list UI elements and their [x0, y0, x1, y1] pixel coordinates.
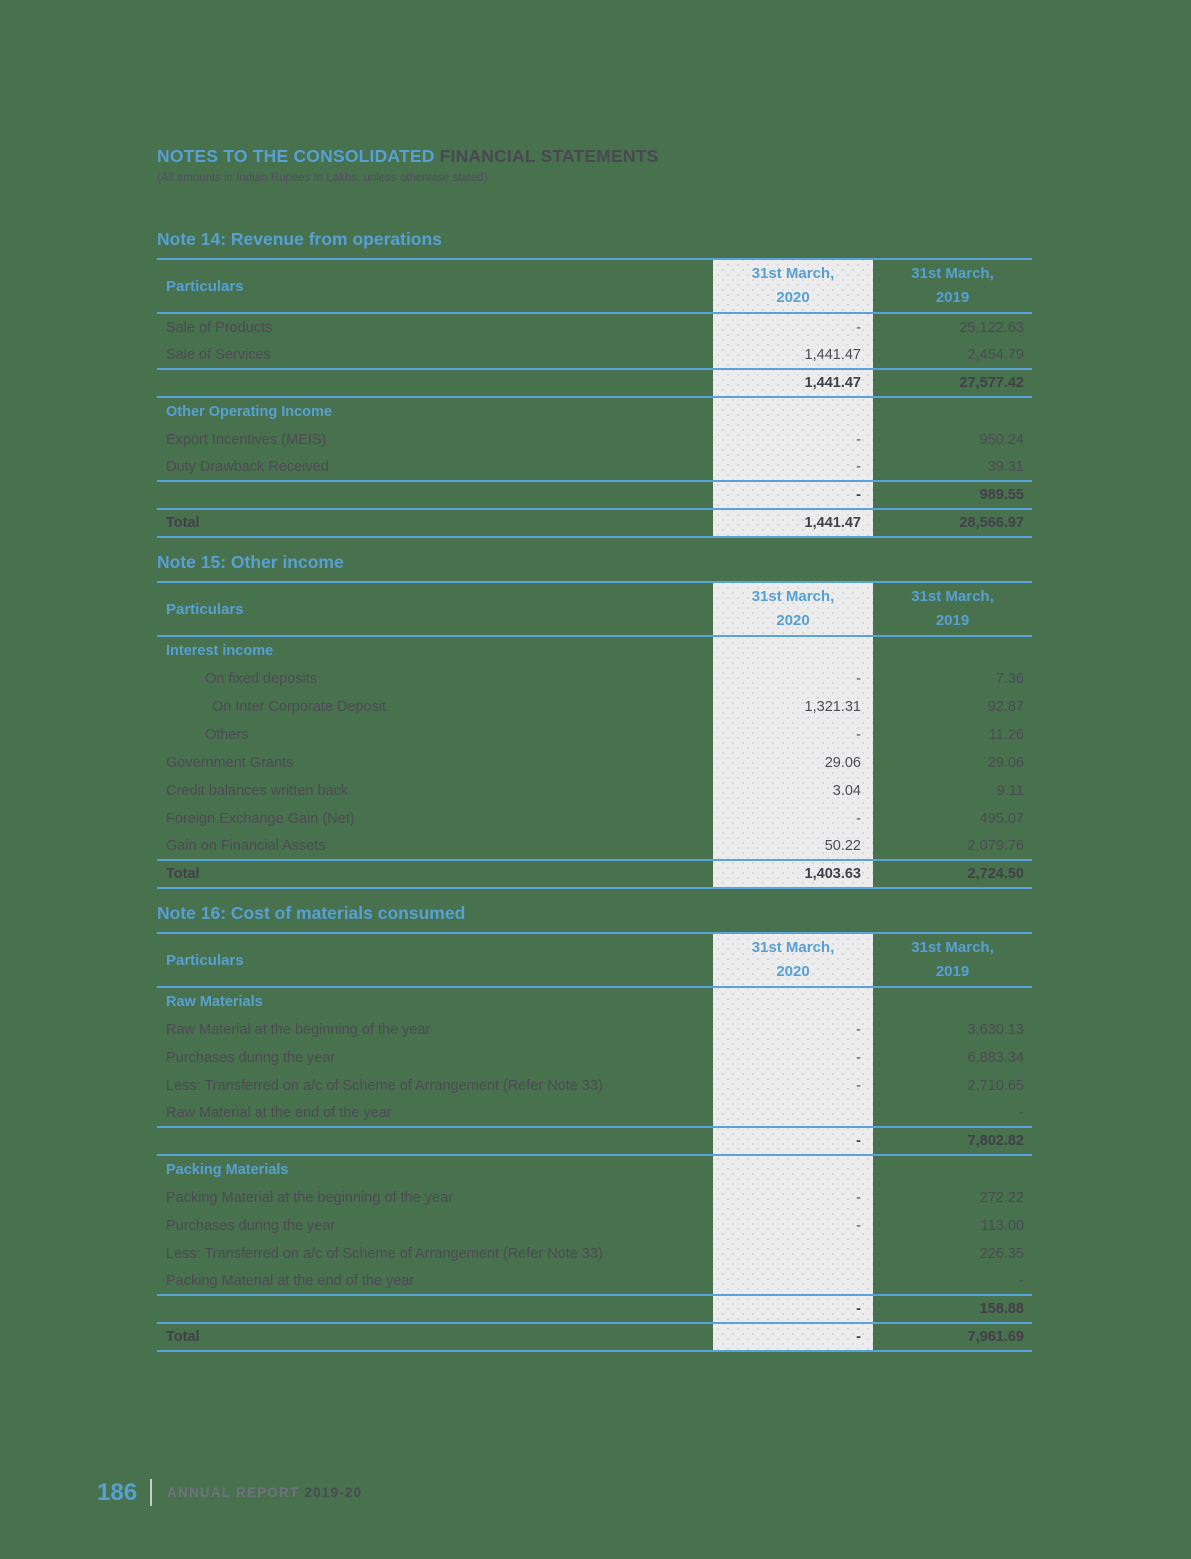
row-label: On Inter Corporate Deposit: [212, 699, 387, 715]
value-2019-cell: 29.06: [987, 755, 1024, 771]
table-row: [157, 749, 1032, 777]
particulars-header: Particulars: [166, 277, 244, 295]
note-title: Note 14: Revenue from operations: [157, 229, 442, 249]
column-header-2019-line1: 31st March,: [911, 265, 994, 282]
column-header-2020-line2: 2020: [776, 963, 810, 980]
value-2020-cell: -: [856, 1218, 861, 1234]
table-row: [157, 1268, 1032, 1296]
table-row: [157, 1184, 1032, 1212]
column-header-2020-line2: 2020: [776, 289, 810, 306]
table-row: [157, 426, 1032, 454]
particulars-header: Particulars: [166, 951, 244, 969]
table-header-row: [157, 934, 1032, 988]
value-2020-cell: 1,441.47: [804, 347, 861, 363]
column-header-2019-line1: 31st March,: [911, 588, 994, 605]
value-2019-cell: -: [1019, 1105, 1024, 1121]
note-section: [157, 229, 1032, 538]
value-2020-cell: -: [856, 1301, 861, 1317]
value-2019-cell: 39.31: [987, 459, 1024, 475]
row-label: Interest income: [166, 643, 274, 659]
particulars-header: Particulars: [166, 600, 244, 618]
value-2020-cell: 3.04: [832, 783, 861, 799]
row-label: Government Grants: [166, 755, 294, 771]
value-2020-cell: 1,321.31: [804, 699, 861, 715]
table-row: [157, 665, 1032, 693]
table-row: [157, 988, 1032, 1016]
row-label: Sale of Products: [166, 320, 273, 336]
footer-divider: [150, 1479, 152, 1506]
row-label: Credit balances written back: [166, 783, 349, 799]
table-row: [157, 454, 1032, 482]
table-row: [157, 482, 1032, 510]
column-header-2019-line1: 31st March,: [911, 939, 994, 956]
row-label: Total: [166, 515, 200, 531]
value-2019-cell: 272.22: [979, 1190, 1024, 1206]
row-label: Others: [205, 727, 249, 743]
row-label: On fixed deposits: [205, 671, 318, 687]
column-header-2020-line2: 2020: [776, 612, 810, 629]
value-2020-cell: 50.22: [824, 838, 861, 854]
value-2019-cell: 2,079.76: [967, 838, 1024, 854]
value-2020-cell: 1,403.63: [804, 866, 861, 882]
note-section: [157, 552, 1032, 889]
table-row: [157, 398, 1032, 426]
note-title: Note 16: Cost of materials consumed: [157, 903, 466, 923]
row-label: Raw Material at the end of the year: [166, 1105, 392, 1121]
value-2019-cell: 950.24: [979, 432, 1024, 448]
row-label: Foreign Exchange Gain (Net): [166, 811, 355, 827]
table-row: [157, 1212, 1032, 1240]
report-year: 2019-20: [304, 1485, 363, 1500]
value-2020-cell: -: [856, 1329, 861, 1345]
note-title: Note 15: Other income: [157, 552, 344, 572]
value-2020-cell: -: [856, 1022, 861, 1038]
table-row: [157, 1016, 1032, 1044]
note-section: [157, 903, 1032, 1352]
value-2020-cell: -: [856, 1050, 861, 1066]
row-label: Less: Transferred on a/c of Scheme of Arrangement (Refer Note 33): [166, 1246, 603, 1262]
value-2020-cell: -: [856, 1133, 861, 1149]
financial-table: [157, 932, 1032, 1352]
column-header-2019-line2: 2019: [935, 612, 970, 629]
value-2019-cell: 113.00: [980, 1218, 1024, 1234]
value-2020-cell: -: [856, 320, 861, 336]
row-label: Packing Materials: [166, 1162, 289, 1178]
value-2019-cell: 9.11: [996, 783, 1024, 799]
value-2019-cell: 2,454.79: [967, 347, 1024, 363]
page-title: [157, 146, 1037, 167]
page-title-secondary: FINANCIAL STATEMENTS: [439, 146, 659, 166]
table-row: [157, 777, 1032, 805]
value-2019-cell: 3,630.13: [967, 1022, 1024, 1038]
row-label: Sale of Services: [166, 347, 271, 363]
value-2020-cell: 29.06: [824, 755, 861, 771]
column-header-2020-line1: 31st March,: [751, 588, 835, 605]
row-label: Gain on Financial Assets: [166, 838, 326, 854]
row-label: Raw Materials: [166, 994, 263, 1010]
row-label: Packing Material at the beginning of the year: [166, 1190, 453, 1206]
financial-table: [157, 258, 1032, 538]
row-label: Raw Material at the beginning of the year: [166, 1022, 431, 1038]
row-label: Purchases during the year: [166, 1050, 336, 1066]
column-header-2019-line2: 2019: [935, 289, 970, 306]
row-label: Total: [166, 866, 200, 882]
value-2019-cell: 2,710.65: [967, 1078, 1024, 1094]
table-row: [157, 510, 1032, 538]
table-row: [157, 721, 1032, 749]
value-2020-cell: -: [856, 1078, 861, 1094]
value-2019-cell: 7,802.82: [967, 1133, 1024, 1149]
table-row: [157, 1100, 1032, 1128]
column-header-2020-line1: 31st March,: [751, 265, 835, 282]
column-header-2020: [713, 585, 873, 633]
value-2019-cell: 2,724.50: [967, 866, 1024, 882]
column-header-2019: [873, 585, 1032, 633]
value-2019-cell: 158.88: [979, 1301, 1024, 1317]
table-row: [157, 861, 1032, 889]
table-row: [157, 637, 1032, 665]
value-2020-cell: -: [856, 1190, 861, 1206]
value-2020-cell: -: [856, 671, 861, 687]
table-row: [157, 1072, 1032, 1100]
table-row: [157, 1128, 1032, 1156]
page-number: 186: [97, 1478, 138, 1506]
row-label: Total: [166, 1329, 200, 1345]
table-header-row: [157, 583, 1032, 637]
row-label: Duty Drawback Received: [166, 459, 329, 475]
table-row: [157, 314, 1032, 342]
table-header-row: [157, 260, 1032, 314]
value-2020-cell: -: [856, 459, 861, 475]
value-2019-cell: 28,566.97: [959, 515, 1024, 531]
value-2019-cell: 226.35: [979, 1246, 1024, 1262]
page-title-primary: NOTES TO THE CONSOLIDATED: [157, 146, 435, 166]
column-header-2020: [713, 936, 873, 984]
value-2019-cell: 495.07: [979, 811, 1024, 827]
row-label: Less: Transferred on a/c of Scheme of Arrangement (Refer Note 33): [166, 1078, 603, 1094]
value-2020-cell: -: [856, 432, 861, 448]
value-2019-cell: 7,961.69: [967, 1329, 1024, 1345]
row-label: Export Incentives (MEIS): [166, 432, 327, 448]
value-2020-cell: -: [856, 727, 861, 743]
table-row: [157, 805, 1032, 833]
row-label: Packing Material at the end of the year: [166, 1273, 415, 1289]
value-2020-cell: -: [856, 811, 861, 827]
report-title: [167, 1485, 362, 1500]
value-2019-cell: 92.87: [987, 699, 1024, 715]
column-header-2019: [873, 936, 1032, 984]
table-row: [157, 1296, 1032, 1324]
value-2019-cell: 989.55: [979, 487, 1024, 503]
table-row: [157, 1324, 1032, 1352]
value-2019-cell: 7.36: [995, 671, 1024, 687]
row-label: Purchases during the year: [166, 1218, 336, 1234]
value-2020-cell: -: [856, 487, 861, 503]
value-2019-cell: -: [1019, 1273, 1024, 1289]
document-header: [157, 146, 1037, 184]
financial-table: [157, 581, 1032, 889]
table-row: [157, 693, 1032, 721]
value-2019-cell: 25,122.63: [959, 320, 1024, 336]
value-2020-cell: 1,441.47: [804, 375, 861, 391]
column-header-2019-line2: 2019: [935, 963, 970, 980]
page-footer: [97, 1479, 362, 1506]
table-row: [157, 1156, 1032, 1184]
column-header-2020: [713, 262, 873, 310]
value-2019-cell: 27,577.42: [959, 375, 1024, 391]
row-label: Other Operating Income: [166, 404, 332, 420]
table-row: [157, 1240, 1032, 1268]
table-row: [157, 833, 1032, 861]
value-2019-cell: 11.26: [988, 727, 1024, 743]
table-row: [157, 370, 1032, 398]
amounts-note: (All amounts in Indian Rupees In Lakhs, unless otherwise stated): [157, 172, 488, 184]
report-label: ANNUAL REPORT: [167, 1485, 300, 1500]
column-header-2019: [873, 262, 1032, 310]
column-header-2020-line1: 31st March,: [751, 939, 835, 956]
table-row: [157, 1044, 1032, 1072]
value-2019-cell: 6,883.34: [967, 1050, 1024, 1066]
value-2020-cell: 1,441.47: [804, 515, 861, 531]
table-row: [157, 342, 1032, 370]
